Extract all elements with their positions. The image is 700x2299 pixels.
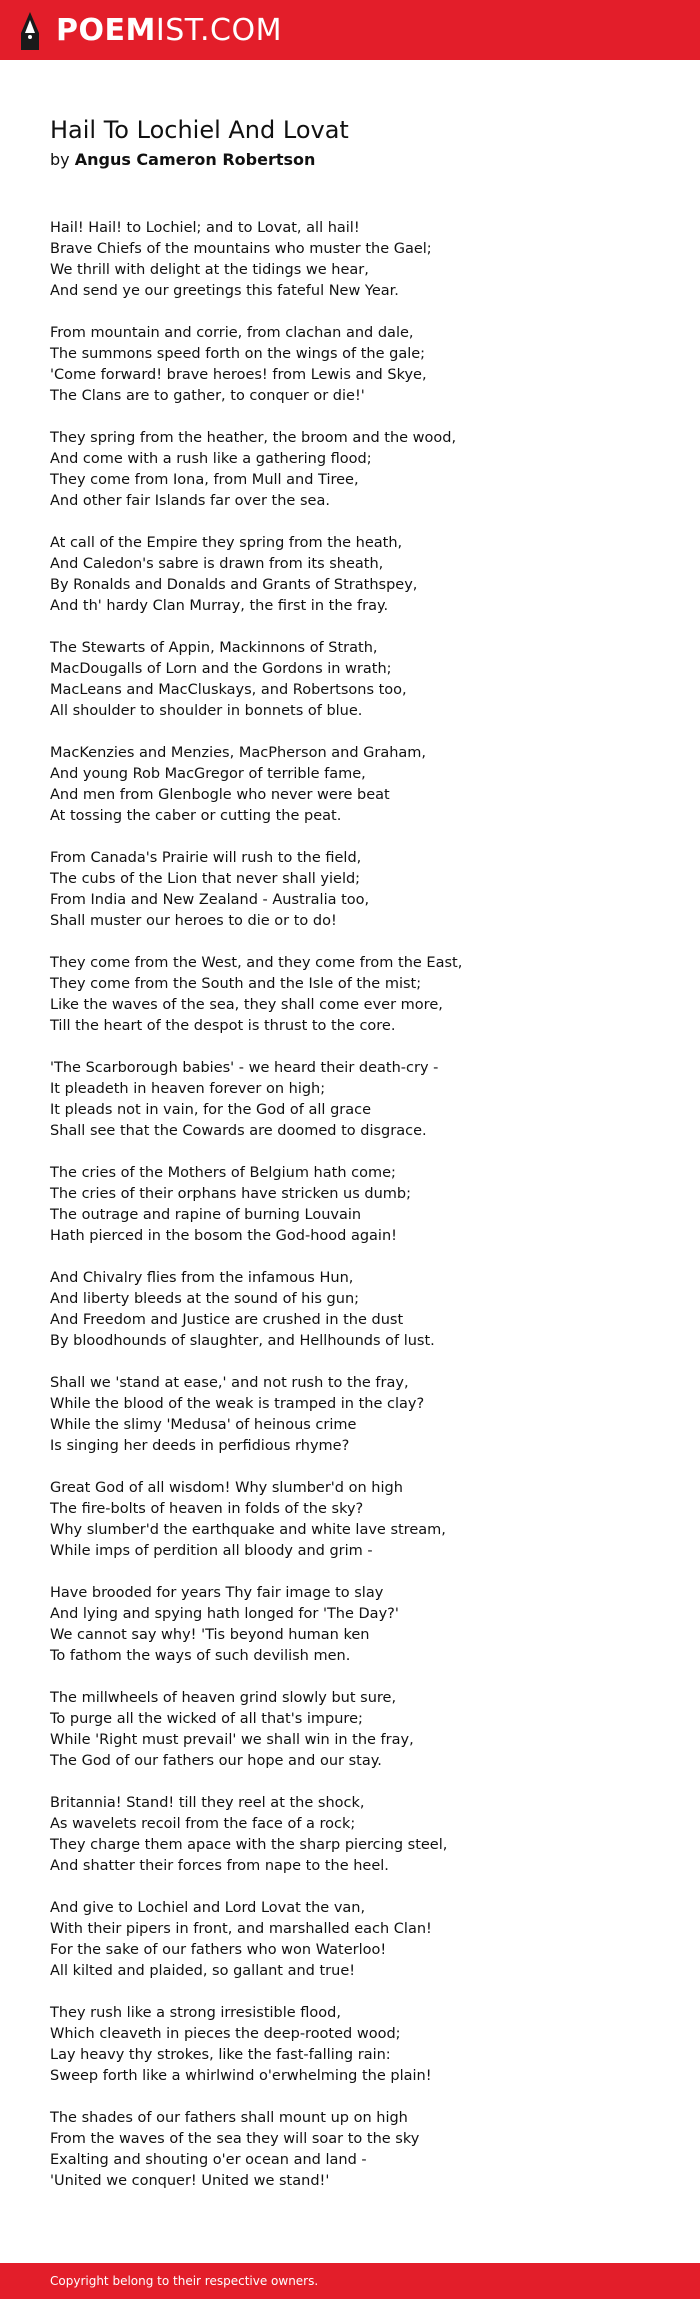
poem-stanza: [50, 2108, 670, 2192]
poem-line: 'The Scarborough babies' - we heard their death-cry -: [50, 1060, 439, 1076]
poem-line: We thrill with delight at the tidings we hear,: [50, 262, 369, 278]
poem-line: The summons speed forth on the wings of the gale;: [50, 346, 426, 362]
poem-line: Why slumber'd the earthquake and white lave stream,: [50, 1522, 446, 1538]
poem-line: Is singing her deeds in perfidious rhyme?: [50, 1438, 350, 1454]
poem-line: Which cleaveth in pieces the deep-rooted wood;: [50, 2026, 401, 2042]
poem-line: And give to Lochiel and Lord Lovat the van,: [50, 1900, 366, 1916]
poem-line: All shoulder to shoulder in bonnets of blue.: [50, 703, 363, 719]
author-name[interactable]: Angus Cameron Robertson: [74, 150, 316, 169]
poem-line: Like the waves of the sea, they shall come ever more,: [50, 997, 443, 1013]
poem-line: As wavelets recoil from the face of a rock;: [50, 1816, 356, 1832]
poem-line: They come from the South and the Isle of the mist;: [50, 976, 422, 992]
poem-line: 'Come forward! brave heroes! from Lewis and Skye,: [50, 367, 427, 383]
poem-line: To fathom the ways of such devilish men.: [50, 1648, 351, 1664]
poem-line: The fire-bolts of heaven in folds of the sky?: [50, 1501, 364, 1517]
poem-line: And th' hardy Clan Murray, the first in the fray.: [50, 598, 389, 614]
poem-line: Shall we 'stand at ease,' and not rush to the fray,: [50, 1375, 409, 1391]
poem-stanza: [50, 848, 670, 932]
poem-line: And liberty bleeds at the sound of his gun;: [50, 1291, 360, 1307]
poem-line: The Clans are to gather, to conquer or die!': [50, 388, 365, 404]
poem-line: They rush like a strong irresistible flood,: [50, 2005, 341, 2021]
poem-line: By Ronalds and Donalds and Grants of Strathspey,: [50, 577, 418, 593]
poem-title: Hail To Lochiel And Lovat: [50, 116, 349, 144]
poem-line: The millwheels of heaven grind slowly but sure,: [50, 1690, 397, 1706]
poem-line: It pleadeth in heaven forever on high;: [50, 1081, 326, 1097]
poem-stanza: [50, 1898, 670, 1982]
poem-line: Hath pierced in the bosom the God-hood again!: [50, 1228, 397, 1244]
poem-stanza: [50, 1793, 670, 1877]
poem-line: The cries of the Mothers of Belgium hath come;: [50, 1165, 396, 1181]
poem-stanza: [50, 1688, 670, 1772]
logo-text: [56, 11, 282, 51]
poem-stanza: [50, 638, 670, 722]
poem-line: MacLeans and MacCluskays, and Robertsons too,: [50, 682, 407, 698]
poem-line: And Freedom and Justice are crushed in the dust: [50, 1312, 404, 1328]
poem-line: And other fair Islands far over the sea.: [50, 493, 330, 509]
poem-line: Shall muster our heroes to die or to do!: [50, 913, 337, 929]
site-header: [0, 0, 700, 60]
poem-byline: [50, 148, 670, 172]
poem-line: To purge all the wicked of all that's impure;: [50, 1711, 363, 1727]
poem-line: From the waves of the sea they will soar to the sky: [50, 2131, 420, 2147]
site-footer: [0, 2263, 700, 2299]
poem-line: Till the heart of the despot is thrust to the core.: [50, 1018, 396, 1034]
poem-stanza: [50, 218, 670, 302]
logo-text-light: IST.COM: [155, 13, 282, 48]
poem-line: Have brooded for years Thy fair image to slay: [50, 1585, 384, 1601]
poem-stanza: [50, 1058, 670, 1142]
poem-line: And Chivalry flies from the infamous Hun,: [50, 1270, 354, 1286]
poem-line: And come with a rush like a gathering flood;: [50, 451, 372, 467]
poem-stanza: [50, 1478, 670, 1562]
poem-line: While 'Right must prevail' we shall win in the fray,: [50, 1732, 414, 1748]
poem-line: Sweep forth like a whirlwind o'erwhelming the plain!: [50, 2068, 432, 2084]
poem-line: And lying and spying hath longed for 'The Day?': [50, 1606, 399, 1622]
poem-line: Exalting and shouting o'er ocean and land -: [50, 2152, 367, 2168]
poem-stanza: [50, 743, 670, 827]
poem-line: While imps of perdition all bloody and grim -: [50, 1543, 373, 1559]
poem-line: From India and New Zealand - Australia too,: [50, 892, 370, 908]
poem-line: The shades of our fathers shall mount up on high: [50, 2110, 408, 2126]
poem-line: At tossing the caber or cutting the peat.: [50, 808, 342, 824]
poem-line: And shatter their forces from nape to the heel.: [50, 1858, 389, 1874]
by-label: by: [50, 150, 70, 169]
poem-line: With their pipers in front, and marshalled each Clan!: [50, 1921, 432, 1937]
poem-stanza: [50, 323, 670, 407]
poem-line: Brave Chiefs of the mountains who muster the Gael;: [50, 241, 432, 257]
poem-line: For the sake of our fathers who won Waterloo!: [50, 1942, 387, 1958]
poem-line: From Canada's Prairie will rush to the field,: [50, 850, 362, 866]
poem-stanza: [50, 1583, 670, 1667]
poem-line: By bloodhounds of slaughter, and Hellhounds of lust.: [50, 1333, 435, 1349]
poem-content: [50, 113, 670, 2213]
poem-stanza: [50, 1373, 670, 1457]
poem-stanza: [50, 2003, 670, 2087]
poem-line: And young Rob MacGregor of terrible fame,: [50, 766, 366, 782]
poem-line: While the slimy 'Medusa' of heinous crime: [50, 1417, 357, 1433]
poem-line: Shall see that the Cowards are doomed to disgrace.: [50, 1123, 427, 1139]
poem-line: And men from Glenbogle who never were beat: [50, 787, 390, 803]
poem-line: And Caledon's sabre is drawn from its sheath,: [50, 556, 384, 572]
copyright-text: Copyright belong to their respective owners.: [50, 2274, 319, 2288]
poem-line: The cubs of the Lion that never shall yield;: [50, 871, 361, 887]
poem-line: And send ye our greetings this fateful New Year.: [50, 283, 399, 299]
poem-line: Lay heavy thy strokes, like the fast-falling rain:: [50, 2047, 391, 2063]
poem-line: It pleads not in vain, for the God of all grace: [50, 1102, 372, 1118]
poem-line: At call of the Empire they spring from the heath,: [50, 535, 403, 551]
poem-line: The Stewarts of Appin, Mackinnons of Strath,: [50, 640, 378, 656]
poem-line: They come from the West, and they come from the East,: [50, 955, 463, 971]
poem-stanza: [50, 533, 670, 617]
poem-line: Hail! Hail! to Lochiel; and to Lovat, all hail!: [50, 220, 360, 236]
poem-line: The cries of their orphans have stricken us dumb;: [50, 1186, 412, 1202]
poem-line: MacKenzies and Menzies, MacPherson and Graham,: [50, 745, 427, 761]
poem-line: We cannot say why! 'Tis beyond human ken: [50, 1627, 370, 1643]
poem-stanza: [50, 428, 670, 512]
poem-line: While the blood of the weak is tramped in the clay?: [50, 1396, 425, 1412]
poem-line: They charge them apace with the sharp piercing steel,: [50, 1837, 448, 1853]
poem-line: They come from Iona, from Mull and Tiree,: [50, 472, 359, 488]
poem-line: Britannia! Stand! till they reel at the shock,: [50, 1795, 365, 1811]
poem-line: From mountain and corrie, from clachan and dale,: [50, 325, 414, 341]
logo-text-bold: POEM: [56, 13, 156, 48]
site-logo[interactable]: [18, 11, 282, 51]
poem-line: Great God of all wisdom! Why slumber'd on high: [50, 1480, 403, 1496]
poem-line: 'United we conquer! United we stand!': [50, 2173, 330, 2189]
poem-stanza: [50, 1268, 670, 1352]
poem-line: The outrage and rapine of burning Louvain: [50, 1207, 362, 1223]
poem-line: MacDougalls of Lorn and the Gordons in wrath;: [50, 661, 392, 677]
poem-line: All kilted and plaided, so gallant and true!: [50, 1963, 356, 1979]
poem-stanza: [50, 953, 670, 1037]
poem-stanza: [50, 1163, 670, 1247]
pen-nib-icon: [18, 11, 42, 51]
poem-body: [50, 218, 670, 2192]
poem-line: The God of our fathers our hope and our stay.: [50, 1753, 382, 1769]
poem-line: They spring from the heather, the broom and the wood,: [50, 430, 457, 446]
